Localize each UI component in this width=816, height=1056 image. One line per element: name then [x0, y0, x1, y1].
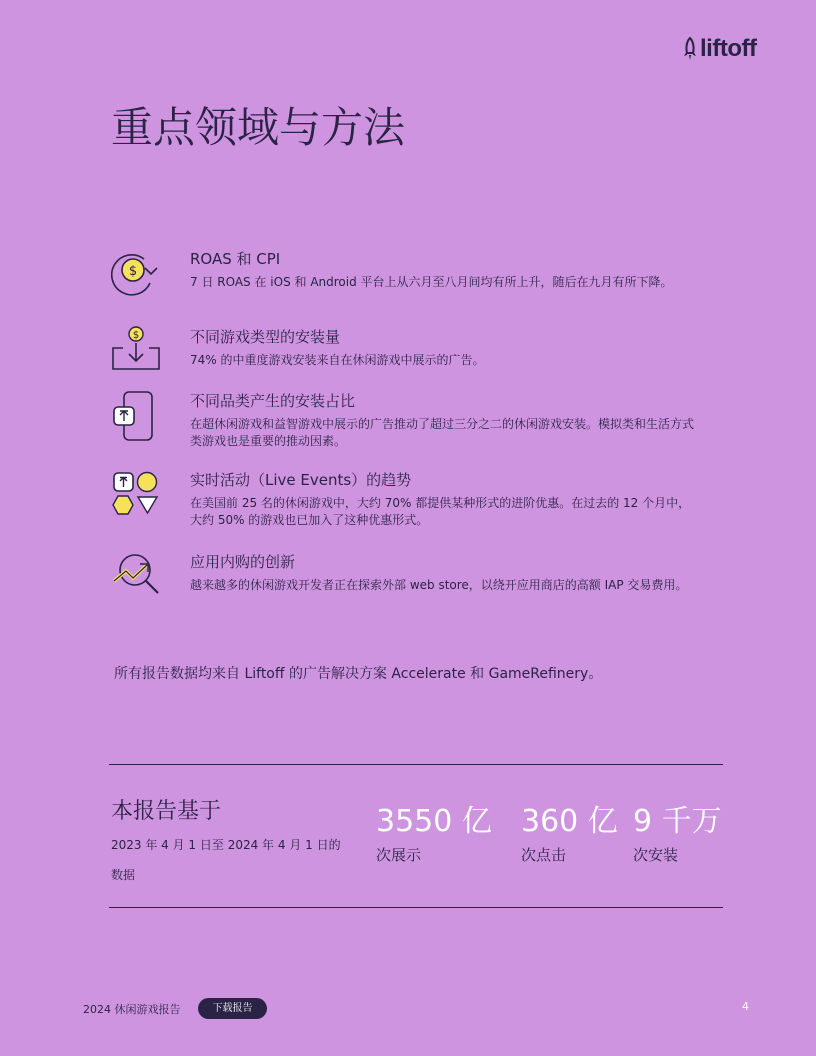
page-number: 4	[742, 1000, 749, 1013]
dollar-cycle-icon	[111, 248, 161, 304]
divider-top	[109, 764, 723, 765]
item-description: 在美国前 25 名的休闲游戏中，大约 70% 都提供某种形式的进阶优惠。在过去的 12 个月中，大约 50% 的游戏也已加入了这种优惠形式。	[190, 496, 691, 527]
trend-magnifier-icon	[111, 551, 161, 607]
item-heading: 实时活动（Live Events）的趋势	[190, 471, 412, 489]
divider-bottom	[109, 907, 723, 908]
stat-label: 次安装	[633, 846, 679, 864]
item-heading: 不同品类产生的安装占比	[190, 392, 356, 410]
stat-value: 3550 亿	[376, 804, 492, 839]
item-heading: 不同游戏类型的安装量	[190, 328, 341, 346]
download-dollar-icon	[111, 326, 161, 382]
liftoff-logo	[683, 35, 756, 63]
stat-installs	[633, 796, 722, 865]
svg-text:$: $	[132, 330, 140, 341]
item-description: 越来越多的休闲游戏开发者正在探索外部 web store，以绕开应用商店的高额 IAP 交易费用。	[190, 578, 688, 592]
item-heading: ROAS 和 CPI	[190, 250, 281, 268]
item-heading: 应用内购的创新	[190, 553, 296, 571]
stat-label: 次展示	[376, 846, 422, 864]
stat-label: 次点击	[521, 846, 567, 864]
footer-report-title: 2024 休闲游戏报告	[83, 1003, 181, 1016]
source-note: 所有报告数据均来自 Liftoff 的广告解决方案 Accelerate 和 GameRefinery。	[114, 666, 603, 682]
basis-title: 本报告基于	[111, 799, 222, 824]
basis-date-range: 2023 年 4 月 1 日至 2024 年 4 月 1 日的数据	[111, 838, 341, 882]
stat-value: 9 千万	[633, 804, 722, 839]
stat-value: 360 亿	[521, 804, 618, 839]
item-description: 74% 的中重度游戏安装来自在休闲游戏中展示的广告。	[190, 353, 485, 367]
svg-text:$: $	[128, 264, 138, 279]
stat-impressions	[376, 796, 492, 865]
phone-upload-icon	[111, 390, 161, 446]
rocket-icon	[683, 37, 697, 61]
logo-text: liftoff	[700, 35, 757, 62]
item-description: 7 日 ROAS 在 iOS 和 Android 平台上从六月至八月间均有所上升，随后在九月有所下降。	[190, 275, 673, 289]
download-report-button[interactable]: 下载报告	[198, 998, 267, 1019]
stat-clicks	[521, 796, 618, 865]
item-description: 在超休闲游戏和益智游戏中展示的广告推动了超过三分之二的休闲游戏安装。模拟类和生活方式类游戏也是重要的推动因素。	[190, 417, 695, 448]
shapes-icon	[111, 469, 161, 525]
page-title: 重点领域与方法	[111, 103, 406, 152]
